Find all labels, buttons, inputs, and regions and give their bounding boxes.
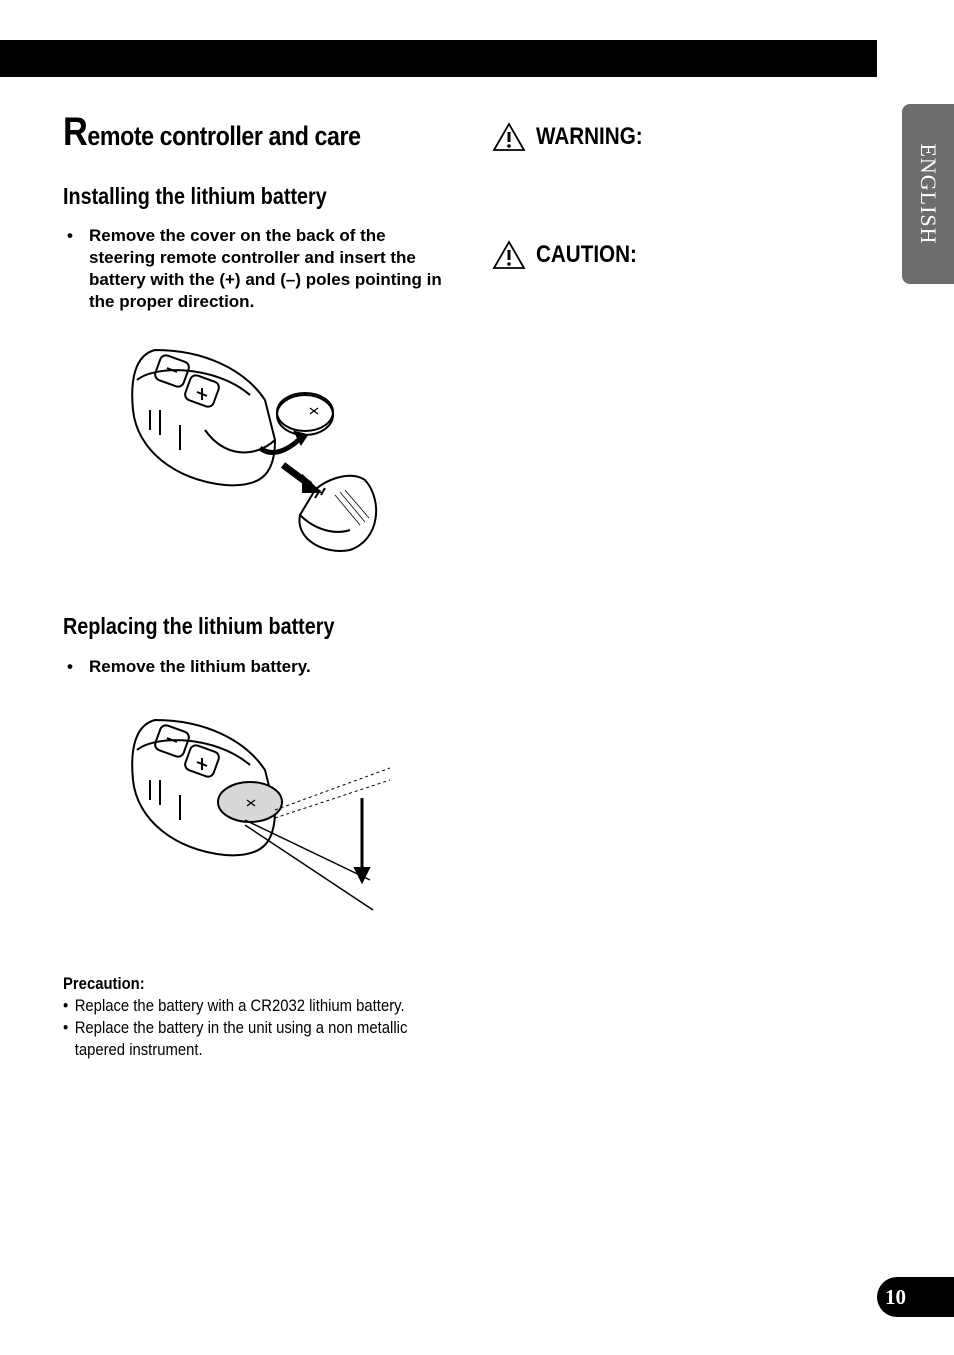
title-rest: emote controller and care — [87, 121, 361, 151]
replace-battery-illustration — [125, 710, 395, 920]
installing-heading: Installing the lithium battery — [63, 183, 327, 209]
header-bar — [0, 40, 877, 77]
precaution-item: • Replace the battery with a CR2032 lithium battery. — [63, 997, 405, 1015]
language-tab-label: ENGLISH — [916, 143, 941, 245]
installing-bullet-text: Remove the cover on the back of the steering remote controller and insert the battery with the (+) and (–) poles pointing in the proper direction. — [89, 226, 442, 311]
replacing-heading: Replacing the lithium battery — [63, 613, 335, 639]
page-title — [63, 110, 361, 155]
precaution-heading: Precaution: — [63, 975, 145, 993]
precaution-item: • Replace the battery in the unit using a non metallic — [63, 1019, 408, 1037]
replacing-bullet: • Remove the lithium battery. — [67, 656, 452, 678]
precaution-item-text: Replace the battery in the unit using a non metallic — [74, 1019, 408, 1037]
warning-triangle-icon — [492, 240, 526, 270]
warning-triangle-icon — [492, 122, 526, 152]
title-initial: R — [63, 110, 88, 154]
language-tab — [902, 104, 954, 284]
precaution-block — [63, 973, 463, 1061]
install-battery-illustration — [125, 340, 385, 560]
warning-label: WARNING: — [536, 123, 643, 150]
precaution-item-text: tapered instrument. — [74, 1041, 203, 1059]
precaution-item-text: Replace the battery with a CR2032 lithium battery. — [74, 997, 405, 1015]
caution-heading — [492, 240, 653, 270]
replacing-bullet-text: Remove the lithium battery. — [89, 657, 311, 676]
warning-heading — [492, 122, 660, 152]
caution-label: CAUTION: — [536, 241, 637, 268]
page-number: 10 — [877, 1277, 954, 1317]
precaution-item-continuation — [63, 1039, 423, 1061]
installing-bullet: • Remove the cover on the back of the steering remote controller and insert the battery with the (+) and (–) poles pointing in the proper direction. — [67, 225, 452, 313]
